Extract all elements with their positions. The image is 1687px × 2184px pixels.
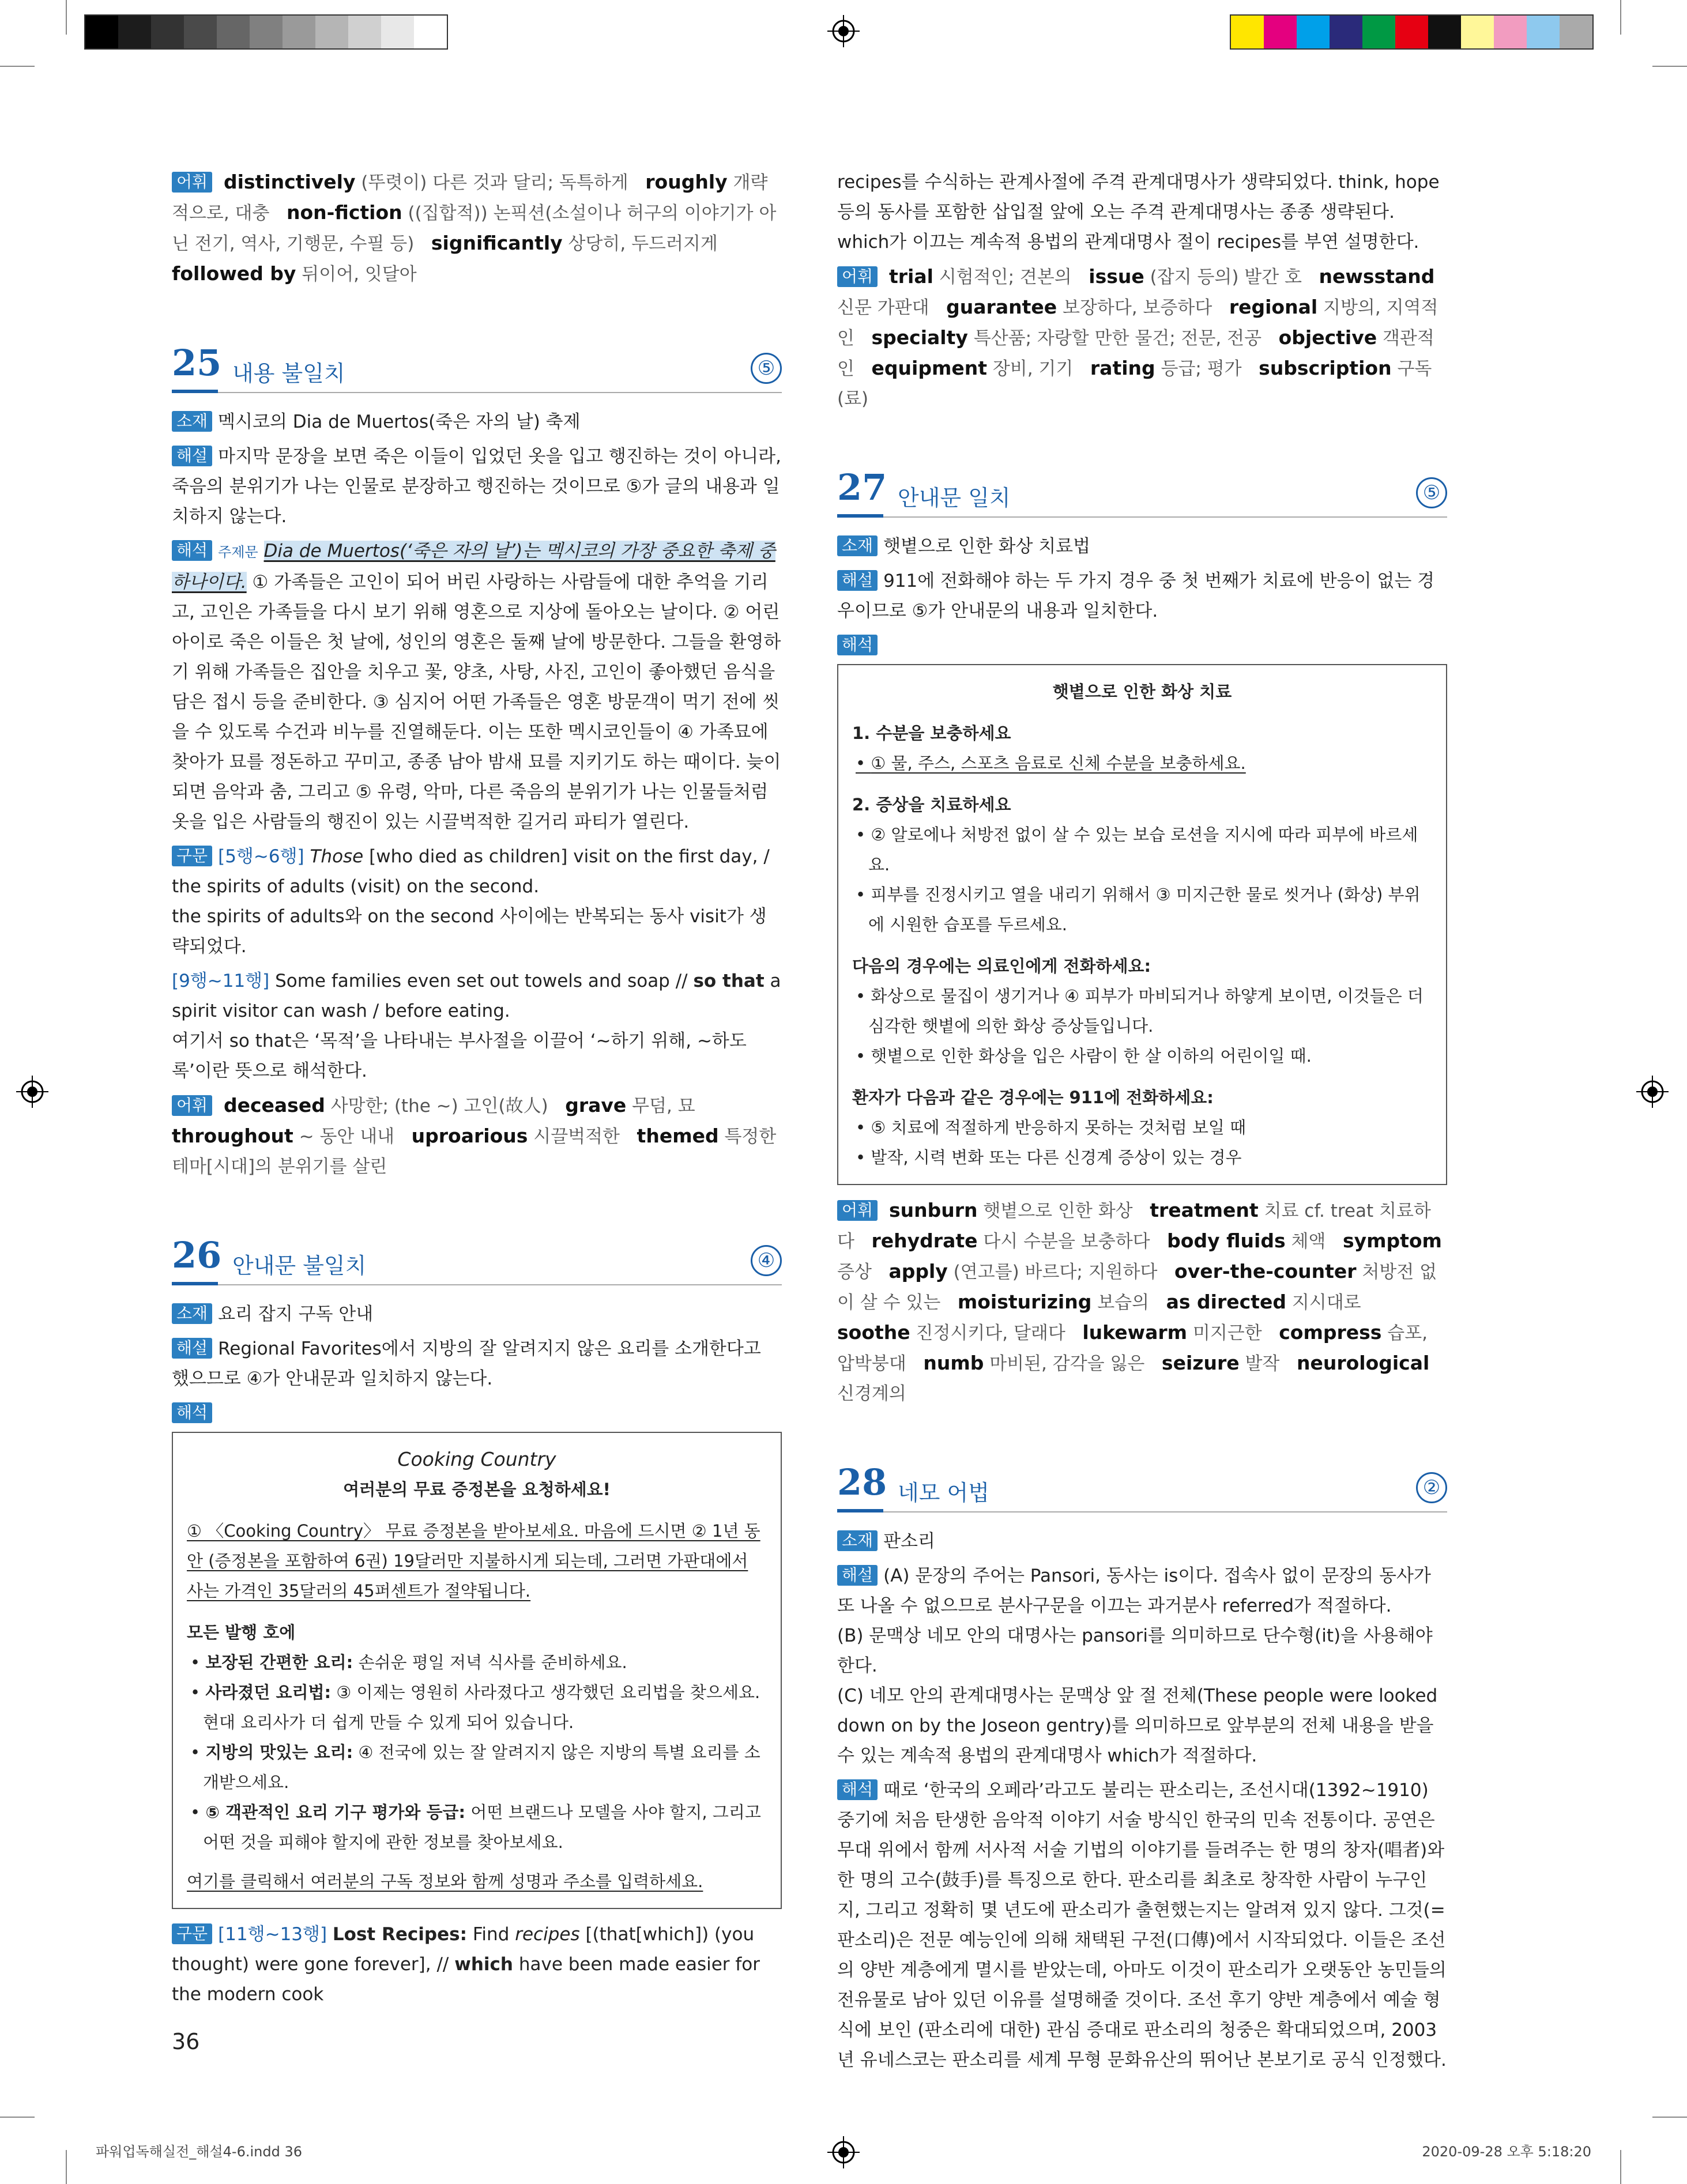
vocab-gloss: 상당히, 두드러지게	[568, 233, 718, 254]
notice-title: Cooking Country	[397, 1448, 556, 1470]
notice-heading: 2. 증상을 치료하세요	[852, 795, 1011, 814]
explain-tag: 해설	[172, 446, 212, 466]
syntax-note-1: the spirits of adults와 on the second 사이에는 반복되는 동사 visit가 생략되었다.	[172, 906, 767, 957]
vocab-word: uproarious	[411, 1125, 528, 1147]
continued-text: recipes를 수식하는 관계사절에 주격 관계대명사가 생략되었다. think, hope 등의 동사를 포함한 삽입절 앞에 오는 주격 관계대명사는 종종 생략된다. which가 이끄는 계속적 용법의 관계대명사 절이 recipes를 부연 설명한다.	[837, 172, 1440, 252]
syntax-text: [who died as children] visit on the first day, / the spirits of adults (visit) on the second.	[172, 846, 770, 897]
notice-item: • 사라졌던 요리법: ③ 이제는 영원히 사라졌다고 생각했던 요리법을 찾으세요. 현대 요리사가 더 쉽게 만들 수 있게 되어 있습니다.	[190, 1683, 760, 1732]
sunburn-notice-box	[837, 664, 1447, 1185]
notice-item: • 햇볕으로 인한 화상을 입은 사람이 한 살 이하의 어린이일 때.	[856, 1046, 1312, 1066]
explain-text: (A) 문장의 주어는 Pansori, 동사는 is이다. 접속사 없이 문장의 동사가 또 나올 수 없으므로 분사구문을 이끄는 과거분사 referred가 적절하다.	[837, 1566, 1431, 1616]
registration-mark-left	[16, 1076, 48, 1108]
line-reference: [5행~6행]	[218, 846, 304, 867]
answer-circle: ⑤	[751, 353, 782, 384]
vocab-word: roughly	[645, 171, 728, 193]
notice-subtitle: 여러분의 무료 증정본을 요청하세요!	[343, 1480, 611, 1499]
notice-item: • ② 알로에나 처방전 없이 살 수 있는 보습 로션을 지시에 따라 피부에 바르세요.	[856, 825, 1418, 874]
topic-line	[172, 407, 782, 437]
notice-title: 햇볕으로 인한 화상 치료	[1052, 682, 1232, 701]
notice-item: • 발작, 시력 변화 또는 다른 신경계 증상이 있는 경우	[856, 1148, 1242, 1167]
translate-tag: 해석	[172, 1402, 212, 1423]
trim-mark	[66, 2150, 67, 2184]
vocab-gloss: ((집합적)) 논픽션(소설이나 허구의 이야기가 아닌 전기, 역사, 기행문, 수필 등)	[172, 203, 777, 254]
vocab-word: followed by	[172, 262, 296, 285]
vocab-gloss: (뚜렷이) 다른 것과 달리; 독특하게	[361, 172, 628, 193]
answer-circle: ⑤	[1416, 477, 1447, 508]
translate-paragraph	[172, 536, 782, 837]
notice-item: • ① 물, 주스, 스포츠 음료로 신체 수분을 보충하세요.	[856, 753, 1246, 773]
explain-paragraph	[837, 1561, 1447, 1621]
question-25-header	[172, 342, 782, 393]
notice-item: • 피부를 진정시키고 열을 내리기 위해서 ③ 미지근한 물로 씻거나 (화상) 부위에 시원한 습포를 두르세요.	[856, 885, 1421, 934]
notice-item: • ⑤ 객관적인 요리 기구 평가와 등급: 어떤 브랜드나 모델을 사야 할지, 그리고 어떤 것을 피해야 할지에 관한 정보를 찾아보세요.	[190, 1802, 761, 1852]
notice-heading: 1. 수분을 보충하세요	[852, 723, 1011, 743]
vocab-list-27: 어휘 sunburn 햇볕으로 인한 화상 treatment 치료 cf. treat 치료하다 rehydrate 다시 수분을 보충하다 body fluids 체액 symptom 증상 apply (연고를) 바르다; 지원하다 over-the-counter 처방전 없이 살 수 있는 moisturizing 보습의 as directed 지시대로 soothe 진정시키다, 달래다 lukewarm 미지근한 compress 습포, 압박붕대 numb 마비된, 감각을 잃은 seizure 발작 neurological 신경계의	[837, 1199, 1442, 1404]
line-reference: [9행~11행]	[172, 971, 270, 991]
topic-tag: 소재	[172, 411, 212, 432]
notice-intro: ① 〈Cooking Country〉 무료 증정본을 받아보세요. 마음에 드시면 ② 1년 동안 (증정본을 포함하여 6권) 19달러만 지불하시게 되는데, 그러면 가판대에서 사는 가격인 35달러의 45퍼센트가 절약됩니다.	[187, 1521, 760, 1601]
notice-item: • 보장된 간편한 요리: 손쉬운 평일 저녁 식사를 준비하세요.	[190, 1653, 627, 1672]
right-column	[837, 167, 1447, 2075]
explain-paragraph	[172, 442, 782, 531]
vocab-tag: 어휘	[837, 266, 878, 287]
vocab-gloss: 시끌벅적한	[533, 1126, 620, 1147]
trim-mark	[0, 66, 35, 67]
vocab-word: significantly	[431, 232, 563, 254]
topic-line	[172, 1299, 782, 1329]
notice-footer: 여기를 클릭해서 여러분의 구독 정보와 함께 성명과 주소를 입력하세요.	[187, 1872, 703, 1891]
topic-text: 판소리	[883, 1531, 935, 1552]
explain-paragraph	[172, 1334, 782, 1394]
question-27-header	[837, 466, 1447, 518]
explain-paragraph	[837, 566, 1447, 626]
question-title: 안내문 불일치	[232, 1253, 367, 1278]
syntax-tag: 구문	[172, 846, 212, 866]
registration-mark-right	[1636, 1076, 1669, 1108]
question-title: 네모 어법	[898, 1480, 989, 1506]
explain-text: 911에 전화해야 하는 두 가지 경우 중 첫 번째가 치료에 반응이 없는 경우이므로 ⑤가 안내문의 내용과 일치한다.	[837, 571, 1435, 621]
notice-heading: 환자가 다음과 같은 경우에는 911에 전화하세요:	[852, 1088, 1214, 1107]
topic-sentence: Dia de Muertos(‘죽은 자의 날’)는 멕시코의 가장 중요한 축제 중 하나이다.	[172, 541, 775, 593]
vocab-gloss: 무덤, 묘	[632, 1096, 695, 1116]
translate-text: 때로 ‘한국의 오페라’라고도 불리는 판소리는, 조선시대(1392~1910) 중기에 처음 탄생한 음악적 이야기 서술 방식인 한국의 민속 전통이다. 공연은 무대 위에서 함께 서사적 서술 기법의 이야기를 들려주는 한 명의 창자(唱者)와 한 명의 고수(鼓手)를 특징으로 한다. 판소리를 최초로 창작한 사람이 누구인지, 그리고 정확히 몇 년도에 판소리가 출현했는지는 알려져 있지 않다. 그것(=판소리)은 전문 예능인에 의해 채택된 구전(口傳)에서 시작되었다. 이들은 조선의 양반 계층에게 멸시를 받았는데, 아마도 이것이 판소리가 오랫동안 농민들의 전유물로 남아 있던 이유를 설명해줄 것이다. 조선 후기 양반 계층에서 예술 형식에 보인 (판소리에 대한) 관심 증대로 판소리의 청중은 확대되었으며, 2003년 유네스코는 판소리를 세계 무형 문화유산의 뛰어난 본보기로 공식 인정했다.	[837, 1780, 1447, 2070]
translate-tag: 해석	[172, 540, 212, 561]
vocab-tag: 어휘	[172, 172, 212, 193]
vocab-gloss: ~ 동안 내내	[299, 1126, 395, 1147]
vocab-word: deceased	[223, 1094, 325, 1116]
topic-text: 햇볕으로 인한 화상 치료법	[883, 536, 1091, 557]
syntax-keyword: so that	[693, 971, 765, 991]
gray-swatch-bar	[84, 14, 448, 50]
question-title: 내용 불일치	[232, 361, 345, 386]
vocab-gloss: 사망한; (the ~) 고인(故人)	[330, 1096, 548, 1116]
vocab-word: distinctively	[223, 171, 356, 193]
slug-filename: 파워업독해실전_해설4-6.indd 36	[96, 2144, 302, 2160]
notice-item: • 화상으로 물집이 생기거나 ④ 피부가 마비되거나 하얗게 보이면, 이것들은 더 심각한 햇볕에 의한 화상 증상들입니다.	[856, 986, 1424, 1036]
topic-text: 멕시코의 Dia de Muertos(죽은 자의 날) 축제	[218, 412, 581, 432]
translate-paragraph	[837, 1775, 1447, 2075]
translate-text: ① 가족들은 고인이 되어 버린 사랑하는 사람들에 대한 추억을 기리고, 고인은 가족들을 다시 보기 위해 영혼으로 지상에 돌아오는 날이다. ② 어린아이로 죽은 이들은 첫 날에, 성인의 영혼은 둘째 날에 방문한다. 그들을 환영하기 위해 가족들은 집안을 치우고 꽃, 양초, 사탕, 사진, 고인이 좋아했던 음식을 담은 접시 등을 준비한다. ③ 심지어 어떤 가족들은 영혼 방문객이 먹기 전에 씻을 수 있도록 수건과 비누를 진열해둔다. 이는 또한 멕시코인들이 ④ 가족묘에 찾아가 묘를 정돈하고 꾸미고, 종종 남아 밤새 묘를 지키기도 하는 때이다. 늦이 되면 음악과 춤, 그리고 ⑤ 유령, 악마, 다른 죽음의 분위기가 나는 인물들처럼 옷을 입은 사람들의 행진이 있는 시끌벅적한 길거리 파티가 열린다.	[172, 572, 781, 832]
intro-vocab	[172, 167, 782, 289]
question-number: 27	[837, 466, 887, 508]
trim-mark	[0, 2117, 35, 2118]
trim-mark	[1652, 66, 1687, 67]
topic-tag: 소재	[172, 1303, 212, 1324]
line-reference: [11행~13행]	[218, 1924, 327, 1945]
answer-circle: ④	[751, 1245, 782, 1276]
vocab-tag: 어휘	[172, 1095, 212, 1116]
syntax-subject: Those	[310, 846, 364, 867]
trim-mark	[1620, 0, 1621, 35]
notice-heading: 다음의 경우에는 의료인에게 전화하세요:	[852, 956, 1151, 976]
syntax-tag: 구문	[172, 1923, 212, 1944]
vocab-word: grave	[565, 1094, 627, 1116]
notice-item: • ⑤ 치료에 적절하게 반응하지 못하는 것처럼 보일 때	[856, 1118, 1247, 1137]
vocab-list-26: 어휘 trial 시험적인; 견본의 issue (잡지 등의) 발간 호 newsstand 신문 가판대 guarantee 보장하다, 보증하다 regional 지방의, 지역적인 specialty 특산품; 자랑할 만한 물건; 전문, 전공 objective 객관적인 equipment 장비, 기기 rating 등급; 평가 subscription 구독(료)	[837, 265, 1439, 409]
translate-tag: 해석	[837, 635, 878, 655]
topic-line	[837, 1526, 1447, 1556]
syntax-paragraph-2	[172, 966, 782, 1026]
vocab-word: non-fiction	[287, 201, 402, 224]
vocab-word: throughout	[172, 1125, 293, 1147]
color-swatch-bar	[1230, 14, 1594, 50]
question-26-header	[172, 1234, 782, 1285]
syntax-paragraph-26: 구문 [11행~13행] Lost Recipes: Find recipes [(that[which]) (you thought) were gone forever], // which have been made easier for the modern cook	[172, 1924, 760, 2005]
explain-tag: 해설	[172, 1338, 212, 1359]
question-28-header	[837, 1461, 1447, 1512]
vocab-gloss: 특정한 테마[시대]의 분위기를 살린	[172, 1126, 777, 1177]
topic-tag: 소재	[837, 535, 878, 556]
vocab-tag: 어휘	[837, 1200, 878, 1221]
vocab-gloss: 개략적으로, 대충	[172, 172, 768, 224]
trim-mark	[1620, 2150, 1621, 2184]
question-title: 안내문 일치	[898, 485, 1011, 511]
explain-text-b: (B) 문맥상 네모 안의 대명사는 pansori를 의미하므로 단수형(it)을 사용해야 한다.	[837, 1625, 1433, 1676]
vocab-list-25	[172, 1091, 782, 1182]
syntax-text: a spirit visitor can wash / before eating.	[172, 971, 781, 1021]
topic-tag: 소재	[837, 1530, 878, 1551]
cooking-country-notice-box	[172, 1432, 782, 1909]
syntax-note-2: 여기서 so that은 ‘목적’을 나타내는 부사절을 이끌어 ‘~하기 위해, ~하도록’이란 뜻으로 해석한다.	[172, 1031, 747, 1081]
trim-mark	[1652, 2117, 1687, 2118]
registration-mark-bottom	[827, 2136, 860, 2168]
notice-heading: 모든 발행 호에	[187, 1623, 296, 1642]
explain-text: 마지막 문장을 보면 죽은 이들이 입었던 옷을 입고 행진하는 것이 아니라, 죽음의 분위기가 나는 인물로 분장하고 행진하는 것이므로 ⑤가 글의 내용과 일치하지 않는다.	[172, 446, 781, 527]
slug-date: 2020-09-28 오후 5:18:20	[1422, 2144, 1591, 2160]
answer-circle: ②	[1416, 1472, 1447, 1503]
notice-item: • 지방의 맛있는 요리: ④ 전국에 있는 잘 알려지지 않은 지방의 특별 요리를 소개받으세요.	[190, 1742, 760, 1792]
page-number: 36	[172, 2029, 200, 2054]
vocab-word: themed	[637, 1125, 719, 1147]
topic-line	[837, 531, 1447, 561]
topic-text: 요리 잡지 구독 안내	[218, 1304, 374, 1325]
vocab-gloss: 뒤이어, 잇달아	[302, 264, 417, 285]
explain-tag: 해설	[837, 1565, 878, 1586]
topic-sentence-label: 주제문	[218, 544, 258, 560]
explain-text-c: (C) 네모 안의 관계대명사는 문맥상 앞 절 전체(These people were looked down on by the Joseon gentry)를 의미하므로 앞부분의 전체 내용을 받을 수 있는 계속적 용법의 관계대명사 which가 적절하다.	[837, 1685, 1438, 1766]
explain-text: Regional Favorites에서 지방의 잘 알려지지 않은 요리를 소개한다고 했으므로 ④가 안내문과 일치하지 않는다.	[172, 1338, 761, 1389]
registration-mark-top	[827, 15, 860, 47]
translate-tag: 해석	[837, 1779, 878, 1800]
question-number: 28	[837, 1461, 887, 1503]
left-column	[172, 167, 782, 2009]
trim-mark	[66, 0, 67, 35]
question-number: 25	[172, 342, 222, 384]
explain-tag: 해설	[837, 570, 878, 591]
question-number: 26	[172, 1234, 222, 1276]
syntax-text: Some families even set out towels and soap //	[275, 971, 694, 991]
syntax-paragraph-1	[172, 842, 782, 901]
